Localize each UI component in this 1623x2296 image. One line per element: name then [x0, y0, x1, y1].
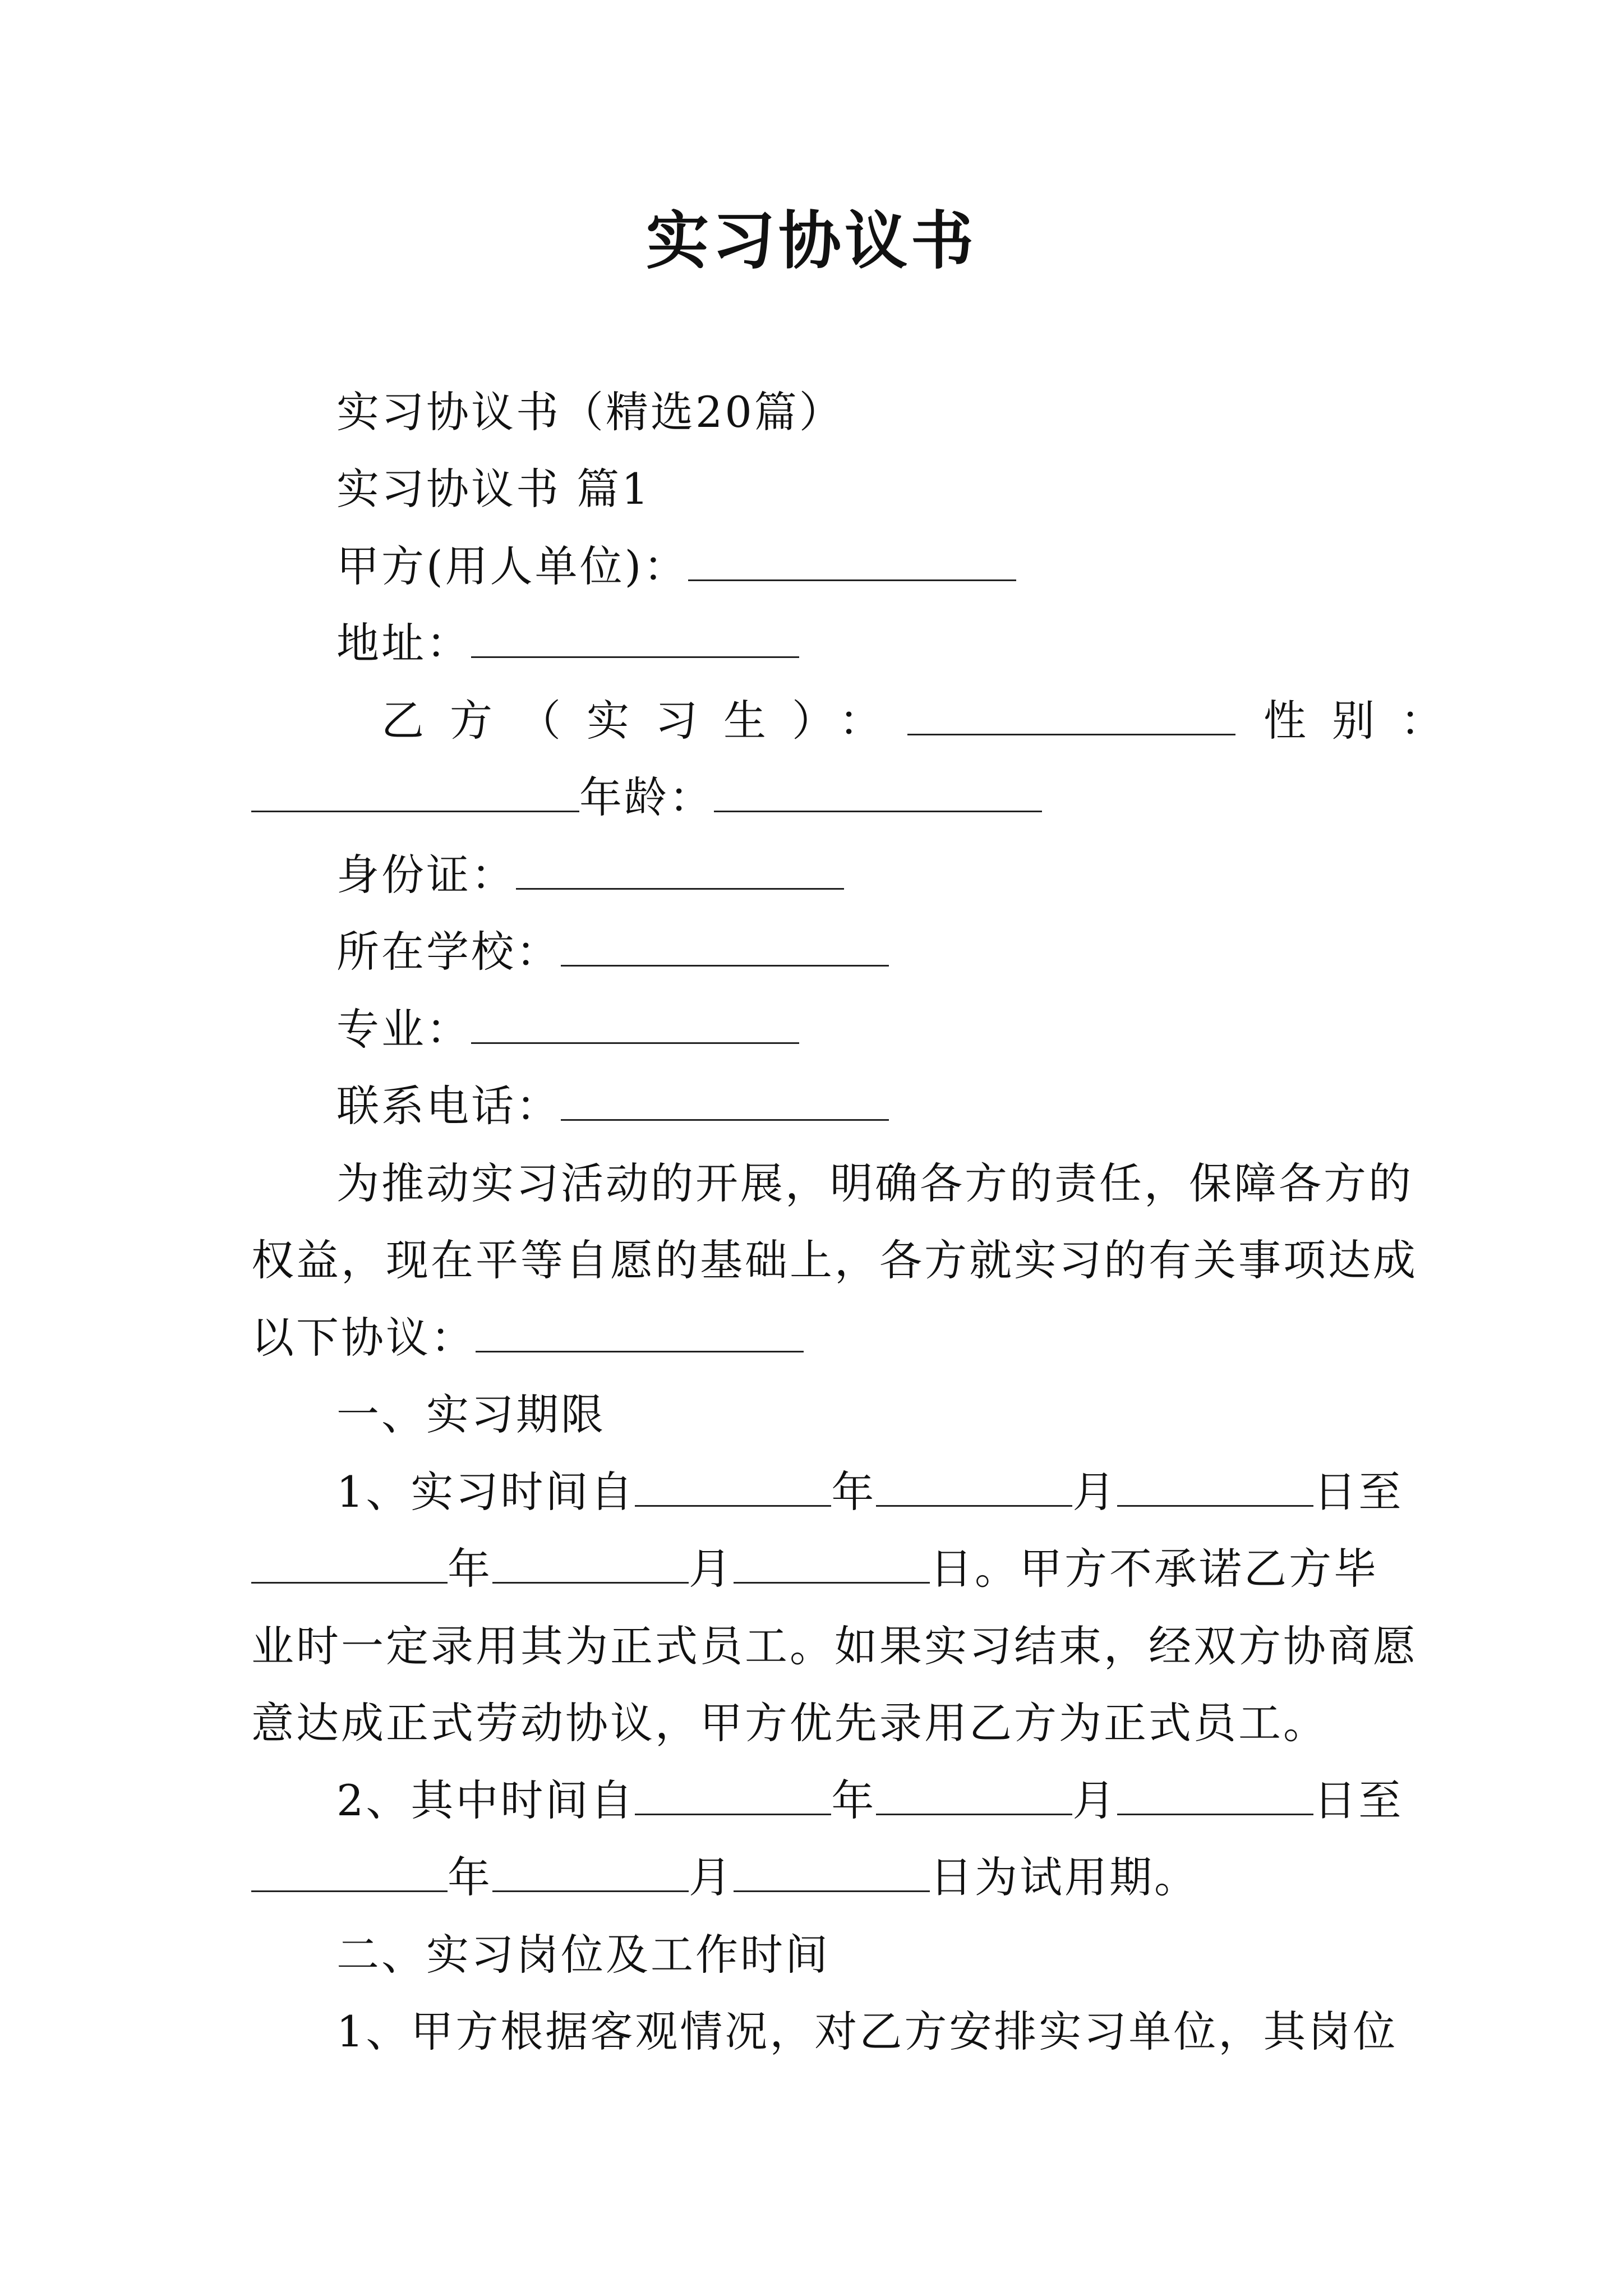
heading-2: 二、实习岗位及工作时间: [336, 1930, 830, 1980]
year-label: 年: [448, 1852, 492, 1902]
major-row: [336, 1001, 1458, 1057]
blank-line: [471, 617, 799, 658]
clause-2-line-2: [251, 1849, 1373, 1906]
day-label: 日至: [1313, 1775, 1404, 1825]
paragraph-line: 为推动实习活动的开展，明确各方的责任，保障各方的: [336, 1158, 1413, 1208]
blank-line: [251, 1851, 448, 1892]
blank-line: [492, 1851, 689, 1892]
blank-line: [471, 1003, 799, 1044]
blank-line: [1117, 1466, 1313, 1507]
phone-row: [336, 1078, 1458, 1134]
document-title: 实习协议书: [646, 204, 977, 278]
address-row: [336, 615, 1458, 671]
blank-line: [251, 771, 579, 812]
school-label: 所在学校：: [336, 927, 561, 977]
clause-text: 1、实习时间自: [336, 1467, 635, 1517]
party-a-row: [336, 539, 1458, 595]
blank-line: [251, 1543, 448, 1584]
party-b-label: 乙方（实习生）：: [381, 696, 907, 746]
blank-line: [561, 1080, 889, 1121]
blank-line: [876, 1466, 1072, 1507]
year-label: 年: [831, 1467, 877, 1517]
address-label: 地址：: [336, 618, 471, 668]
gender-label: 性别：: [1264, 696, 1469, 746]
blank-line: [516, 849, 844, 890]
year-label: 年: [448, 1544, 492, 1594]
blank-line: [635, 1466, 831, 1507]
clause-1-line-1: [336, 1464, 1458, 1520]
heading-1: 一、实习期限: [336, 1389, 606, 1439]
clause-1-line-4: 意达成正式劳动协议，甲方优先录用乙方为正式员工。: [251, 1698, 1328, 1748]
age-label: 年龄：: [579, 772, 714, 822]
blank-line: [907, 694, 1235, 735]
blank-line: [561, 926, 889, 967]
day-label: 日至: [1313, 1467, 1404, 1517]
month-label: 月: [1072, 1775, 1118, 1825]
paragraph-line: 权益，现在平等自愿的基础上，各方就实习的有关事项达成: [251, 1235, 1418, 1285]
blank-line: [635, 1774, 831, 1815]
party-a-label: 甲方(用人单位)：: [336, 541, 689, 591]
month-label: 月: [1072, 1467, 1118, 1517]
clause-text: 日。甲方不承诺乙方毕: [930, 1544, 1378, 1594]
blank-line: [734, 1543, 930, 1584]
paragraph-text: 以下协议：: [251, 1313, 476, 1363]
clause-1-line-2: [251, 1541, 1378, 1597]
clause-1-line-3: 业时一定录用其为正式员工。如果实习结束，经双方协商愿: [251, 1621, 1418, 1671]
month-label: 月: [689, 1544, 734, 1594]
major-label: 专业：: [336, 1004, 471, 1054]
party-b-row: [381, 693, 1503, 749]
blank-line: [476, 1312, 804, 1352]
subtitle: 实习协议书（精选20篇）: [336, 387, 844, 437]
phone-label: 联系电话：: [336, 1081, 561, 1131]
id-card-row: [336, 847, 1458, 903]
clause-text: 2、其中时间自: [336, 1775, 635, 1825]
month-label: 月: [689, 1852, 734, 1902]
blank-line: [492, 1543, 689, 1584]
id-card-label: 身份证：: [336, 850, 516, 900]
year-label: 年: [831, 1775, 877, 1825]
blank-line: [688, 540, 1016, 581]
age-row: [251, 770, 1373, 826]
blank-line: [714, 771, 1042, 812]
blank-line: [734, 1851, 930, 1892]
section-title: 实习协议书 篇1: [336, 464, 651, 514]
clause-2-line-1: [336, 1773, 1458, 1829]
blank-line: [876, 1774, 1072, 1815]
school-row: [336, 924, 1458, 980]
clause-3-line-1: 1、甲方根据客观情况，对乙方安排实习单位，其岗位: [336, 2007, 1398, 2056]
blank-line: [1117, 1774, 1313, 1815]
clause-text: 日为试用期。: [930, 1852, 1199, 1902]
paragraph-line: [251, 1310, 1373, 1366]
